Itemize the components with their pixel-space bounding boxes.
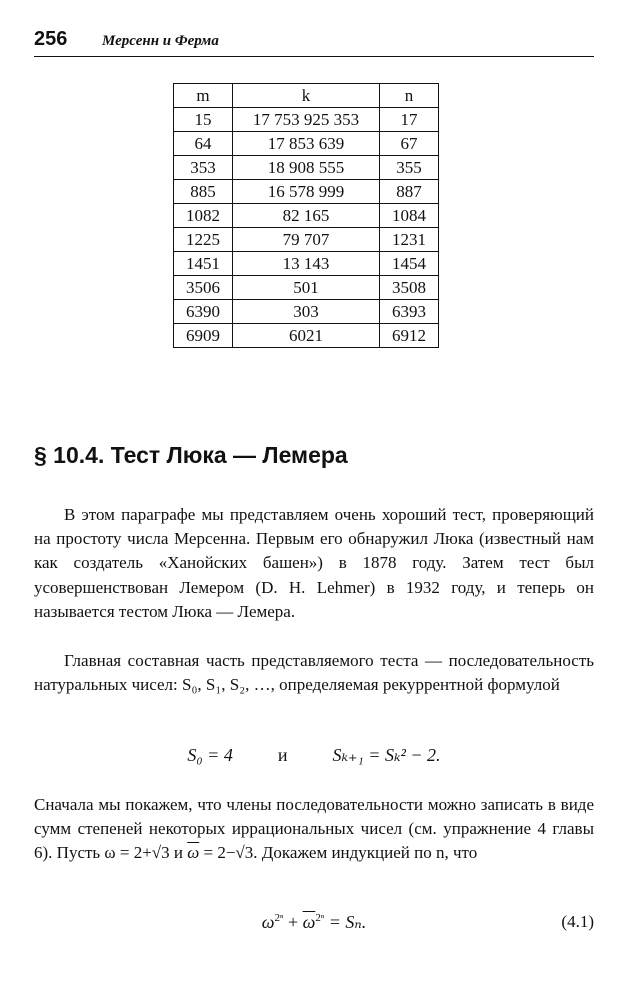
cell-k: 13 143	[233, 252, 380, 276]
column-header-k: k	[233, 84, 380, 108]
omega-exponent: 2ⁿ	[274, 912, 284, 924]
cell-m: 64	[174, 132, 233, 156]
cell-k: 17 753 925 353	[233, 108, 380, 132]
recurrence-conjunction: и	[277, 745, 288, 765]
cell-k: 501	[233, 276, 380, 300]
cell-k: 82 165	[233, 204, 380, 228]
cell-m: 1082	[174, 204, 233, 228]
table-row	[174, 108, 439, 132]
cell-n: 1231	[380, 228, 439, 252]
cell-n: 3508	[380, 276, 439, 300]
equation-rhs: = Sₙ.	[324, 912, 367, 932]
cell-n: 17	[380, 108, 439, 132]
cell-m: 6909	[174, 324, 233, 348]
cell-m: 6390	[174, 300, 233, 324]
cell-k: 16 578 999	[233, 180, 380, 204]
table-row	[174, 204, 439, 228]
paragraph-sequence: Главная составная часть представляемого теста — последовательность натуральных чисел: S₀, S₁, S₂, …, определяемая рекуррентной формулой	[34, 651, 594, 695]
cell-k: 303	[233, 300, 380, 324]
table-row	[174, 324, 439, 348]
table-row	[174, 276, 439, 300]
column-header-n: n	[380, 84, 439, 108]
omega-symbol: ω	[261, 912, 275, 932]
cell-n: 887	[380, 180, 439, 204]
omega-bar-symbol-eq: $\overline{\omega}$	[302, 912, 316, 932]
paragraph-induction-start: Сначала мы покажем, что члены последовательности можно записать в виде сумм степеней некоторых иррациональных чисел (см. упражнение 4 главы 6). Пусть ω = 2+√3 и	[34, 795, 594, 863]
omega-bar-exponent: 2ⁿ	[315, 912, 325, 924]
cell-n: 6393	[380, 300, 439, 324]
paragraph-induction	[34, 793, 594, 866]
table-row	[174, 228, 439, 252]
table-row	[174, 156, 439, 180]
table-row	[174, 180, 439, 204]
recurrence-formula	[34, 745, 594, 766]
paragraph-intro: В этом параграфе мы представляем очень хороший тест, проверяющий на простоту числа Мерсенна. Первым его обнаружил Люка (известный нам как создатель «Ханойских башен») в 1878 году. Затем тест был усовершенствован Лемером (D. H. Lehmer) в 1932 году, и теперь он называется тестом Люка — Лемера.	[34, 505, 594, 621]
cell-n: 1084	[380, 204, 439, 228]
cell-m: 353	[174, 156, 233, 180]
cell-n: 67	[380, 132, 439, 156]
table-header-row	[174, 84, 439, 108]
cell-n: 6912	[380, 324, 439, 348]
cell-m: 15	[174, 108, 233, 132]
cell-n: 1454	[380, 252, 439, 276]
table-row	[174, 300, 439, 324]
mersenne-table	[173, 83, 439, 348]
plus-sign: +	[283, 912, 303, 932]
recurrence-step: Sₖ₊₁ = Sₖ² − 2.	[332, 745, 441, 765]
cell-m: 1451	[174, 252, 233, 276]
page-number: 256	[34, 28, 68, 50]
recurrence-initial: S₀ = 4	[187, 745, 233, 765]
cell-m: 1225	[174, 228, 233, 252]
main-equation	[34, 912, 594, 933]
paragraph-induction-end: = 2−√3. Докажем индукцией по n, что	[199, 843, 478, 863]
table-row	[174, 252, 439, 276]
cell-k: 17 853 639	[233, 132, 380, 156]
cell-m: 3506	[174, 276, 233, 300]
omega-bar-symbol: $\overline{\omega}$	[187, 843, 200, 863]
equation-number: (4.1)	[561, 912, 594, 931]
cell-n: 355	[380, 156, 439, 180]
page-header	[34, 28, 594, 57]
running-title: Мерсенн и Ферма	[102, 33, 219, 49]
cell-k: 79 707	[233, 228, 380, 252]
section-title: § 10.4. Тест Люка — Лемера	[34, 442, 348, 468]
cell-k: 6021	[233, 324, 380, 348]
cell-m: 885	[174, 180, 233, 204]
cell-k: 18 908 555	[233, 156, 380, 180]
table-row	[174, 132, 439, 156]
column-header-m: m	[174, 84, 233, 108]
